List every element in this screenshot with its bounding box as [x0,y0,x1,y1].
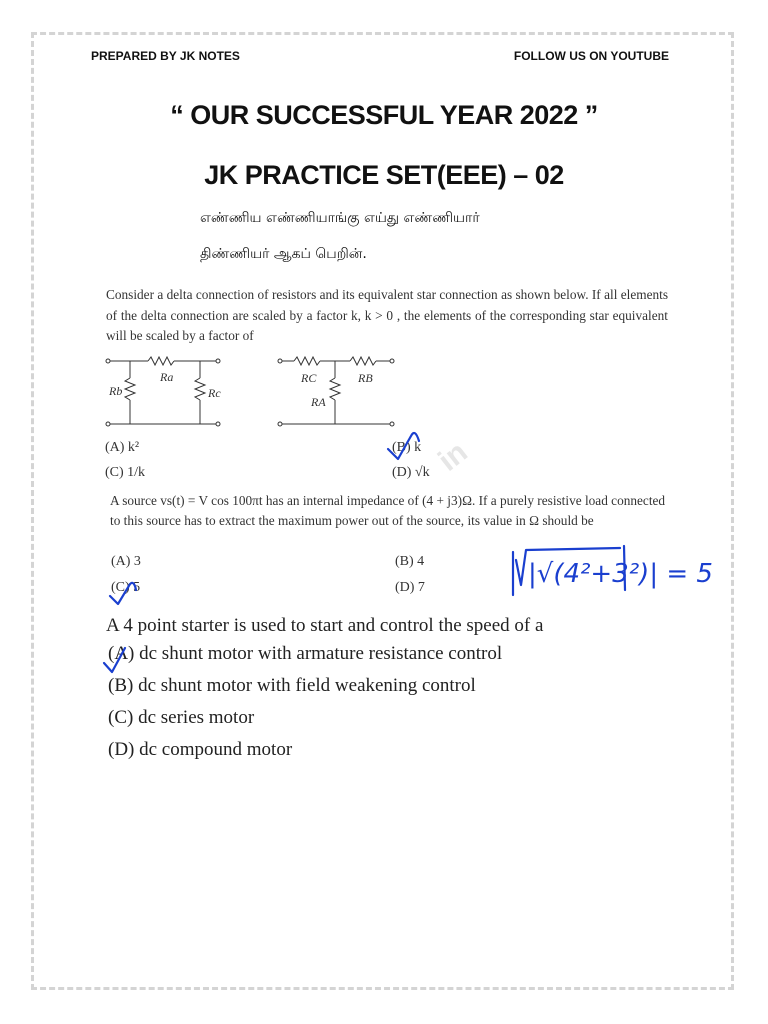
label-rb-star: RB [358,371,373,385]
watermark: in [432,435,474,478]
q1-option-d: (D) √k [392,465,430,480]
check-mark-q1 [388,433,422,459]
q2-option-c: (C) 5 [111,580,141,595]
label-ra: Ra [160,370,174,384]
q2-option-b: (B) 4 [395,554,425,569]
question-1-text: Consider a delta connection of resistors and its equivalent star connection as shown below. If all elements of the delta connection are scaled by a factor k, k > 0 , the elements of the corresponding star equivalent will be scaled by a factor of [106,287,668,343]
quote-line-2: திண்ணியர் ஆகப் பெறின். [200,246,367,262]
q2-option-a: (A) 3 [111,554,141,569]
main-title: “ OUR SUCCESSFUL YEAR 2022 ” [170,100,598,130]
header-right: FOLLOW US ON YOUTUBE [513,49,669,63]
practice-set-title: JK PRACTICE SET(EEE) – 02 [204,160,564,190]
label-rc: Rc [208,386,221,400]
handwritten-note: |√(4²+3²)| = 5 [528,559,713,589]
label-rb: Rb [109,384,123,398]
q3-option-c: (C) dc series motor [108,707,255,728]
q3-option-d: (D) dc compound motor [108,739,293,760]
header-left: PREPARED BY JK NOTES [91,49,240,63]
q1-option-a: (A) k² [105,440,140,455]
q2-option-d: (D) 7 [395,580,425,595]
quote-line-1: எண்ணிய எண்ணியாங்கு எய்து எண்ணியார் [200,210,480,226]
label-rc-star: RC [301,371,317,385]
question-3-text: A 4 point starter is used to start and control the speed of a [106,615,544,636]
check-mark-q3 [104,648,125,672]
q1-option-c: (C) 1/k [105,465,146,480]
q1-option-b: (B) k [392,440,422,455]
label-ra-star: RA [311,395,326,409]
q3-option-b: (B) dc shunt motor with field weakening control [108,675,476,696]
question-2-text: A source vs(t) = V cos 100πt has an internal impedance of (4 + j3)Ω. If a purely resistive load connected to this source has to extract the maximum power out of the source, its value in Ω should be [110,493,666,528]
check-mark-q2 [110,583,136,604]
q3-option-a: (A) dc shunt motor with armature resistance control [108,643,503,664]
